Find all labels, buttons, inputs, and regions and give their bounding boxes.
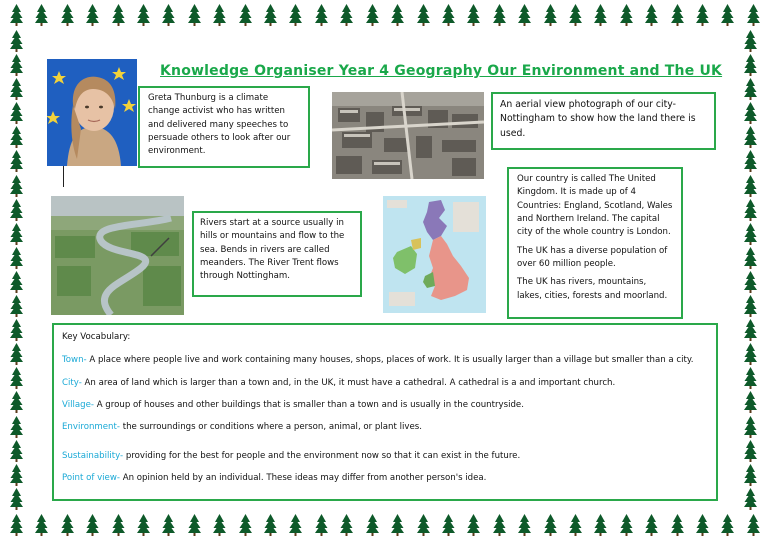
pine-tree-icon [569,514,582,536]
pine-tree-icon [10,319,23,341]
vocab-term: Environment- [62,422,120,433]
pine-tree-icon [620,4,633,26]
vocab-item-city [62,377,708,390]
pine-tree-icon [61,4,74,26]
pine-tree-icon [137,4,150,26]
pine-tree-icon [239,4,252,26]
pine-tree-icon [10,271,23,293]
vocab-definition: A group of houses and other buildings that is smaller than a town and is usually in the countryside. [93,399,524,410]
pine-tree-icon [744,78,757,100]
pine-tree-icon [10,150,23,172]
vocab-definition: A place where people live and work containing many houses, shops, places of work. It is usually larger than a village but smaller than a city. [86,355,694,366]
pine-tree-icon [744,367,757,389]
vocab-definition: providing for the best for people and the environment now so that it can exist in the future. [123,450,521,461]
vocab-definition: An opinion held by an individual. These ideas may differ from another person's idea. [119,472,487,483]
nottingham-aerial-photo [332,92,484,179]
pine-tree-icon [442,4,455,26]
border-top [10,4,760,26]
pine-tree-icon [10,416,23,438]
pine-tree-icon [10,126,23,148]
vocab-item-point-of-view [62,472,708,485]
vocab-term: City- [62,377,82,388]
pine-tree-icon [162,4,175,26]
pine-tree-icon [10,440,23,462]
uk-paragraph-3: The UK has rivers, mountains, lakes, cities, forests and moorland. [517,277,668,301]
pine-tree-icon [744,295,757,317]
pine-tree-icon [518,514,531,536]
pine-tree-icon [35,4,48,26]
pine-tree-icon [518,4,531,26]
vocabulary-heading: Key Vocabulary: [62,332,131,342]
pine-tree-icon [744,126,757,148]
pine-tree-icon [112,4,125,26]
pine-tree-icon [544,514,557,536]
pine-tree-icon [721,514,734,536]
vocab-item-village [62,399,708,412]
pine-tree-icon [493,4,506,26]
pine-tree-icon [10,391,23,413]
pine-tree-icon [442,514,455,536]
pine-tree-icon [10,295,23,317]
pine-tree-icon [10,4,23,26]
border-right [744,30,757,510]
pine-tree-icon [10,199,23,221]
pine-tree-icon [264,514,277,536]
pine-tree-icon [744,150,757,172]
pine-tree-icon [744,464,757,486]
pine-tree-icon [671,4,684,26]
pine-tree-icon [162,514,175,536]
pine-tree-icon [744,440,757,462]
pine-tree-icon [569,4,582,26]
pine-tree-icon [744,199,757,221]
pine-tree-icon [213,4,226,26]
pine-tree-icon [594,514,607,536]
river-aerial-photo [51,196,184,315]
pine-tree-icon [239,514,252,536]
pine-tree-icon [391,514,404,536]
pine-tree-icon [35,514,48,536]
pine-tree-icon [213,514,226,536]
vocab-definition: the surroundings or conditions where a person, animal, or plant lives. [119,422,422,433]
vocab-item-sustainability [62,450,708,463]
pine-tree-icon [645,514,658,536]
pine-tree-icon [366,514,379,536]
pine-tree-icon [744,247,757,269]
uk-paragraph-1: Our country is called The United Kingdom. It is made up of 4 Countries: England, Scotland, Wales and Northern Ireland. The capital city of the whole country is London. [517,174,673,238]
vocab-definition: An area of land which is larger than a town and, in the UK, it must have a cathedral. A cathedral is a and important church. [81,377,616,388]
pine-tree-icon [747,514,760,536]
pine-tree-icon [744,391,757,413]
pine-tree-icon [61,514,74,536]
pine-tree-icon [112,514,125,536]
pine-tree-icon [10,78,23,100]
pine-tree-icon [467,4,480,26]
uk-map [383,196,486,313]
pine-tree-icon [10,54,23,76]
pine-tree-icon [188,4,201,26]
vocab-term: Point of view- [62,472,120,483]
pine-tree-icon [493,514,506,536]
pine-tree-icon [340,514,353,536]
vocabulary-box [52,323,718,501]
pine-tree-icon [744,54,757,76]
greta-text: Greta Thunburg is a climate change activist who has written and delivered many speeches to persuade others to look after our environment. [148,93,291,157]
vocab-term: Town- [62,355,87,366]
pine-tree-icon [671,514,684,536]
pine-tree-icon [744,488,757,510]
pine-tree-icon [467,514,480,536]
pine-tree-icon [10,367,23,389]
pine-tree-icon [594,4,607,26]
pine-tree-icon [744,30,757,52]
pine-tree-icon [417,4,430,26]
pine-tree-icon [744,343,757,365]
pine-tree-icon [744,102,757,124]
page-title: Knowledge Organiser Year 4 Geography Our Environment and The UK [160,63,723,79]
pine-tree-icon [744,271,757,293]
pine-tree-icon [366,4,379,26]
pine-tree-icon [417,514,430,536]
pine-tree-icon [188,514,201,536]
rivers-text: Rivers start at a source usually in hills or mountains and flow to the sea. Bends in rivers are called meanders. The River Trent flows through Nottingham. [200,218,345,282]
connector-line [63,166,64,187]
pine-tree-icon [289,514,302,536]
pine-tree-icon [744,175,757,197]
vocab-item-environment [62,421,708,434]
vocab-term: Village- [62,399,94,410]
pine-tree-icon [10,343,23,365]
rivers-info-box [192,211,362,297]
pine-tree-icon [10,247,23,269]
pine-tree-icon [137,514,150,536]
city-info-box [491,92,716,150]
pine-tree-icon [696,4,709,26]
city-text: An aerial view photograph of our city- Nottingham to show how the land there is used. [500,99,696,139]
uk-paragraph-2: The UK has a diverse population of over 60 million people. [517,245,668,269]
pine-tree-icon [289,4,302,26]
pine-tree-icon [645,4,658,26]
pine-tree-icon [544,4,557,26]
pine-tree-icon [315,514,328,536]
pine-tree-icon [10,488,23,510]
pine-tree-icon [744,223,757,245]
pine-tree-icon [10,102,23,124]
pine-tree-icon [10,514,23,536]
pine-tree-icon [747,4,760,26]
pine-tree-icon [340,4,353,26]
pine-tree-icon [696,514,709,536]
pine-tree-icon [10,223,23,245]
pine-tree-icon [10,30,23,52]
vocab-term: Sustainability- [62,450,124,461]
pine-tree-icon [391,4,404,26]
pine-tree-icon [315,4,328,26]
uk-info-box [507,167,683,319]
greta-thunberg-photo [47,59,137,166]
pine-tree-icon [744,416,757,438]
pine-tree-icon [10,175,23,197]
vocab-item-town [62,354,708,367]
border-left [10,30,23,510]
border-bottom [10,514,760,536]
pine-tree-icon [721,4,734,26]
pine-tree-icon [86,4,99,26]
pine-tree-icon [10,464,23,486]
pine-tree-icon [620,514,633,536]
pine-tree-icon [744,319,757,341]
pine-tree-icon [264,4,277,26]
greta-info-box [138,86,310,168]
pine-tree-icon [86,514,99,536]
